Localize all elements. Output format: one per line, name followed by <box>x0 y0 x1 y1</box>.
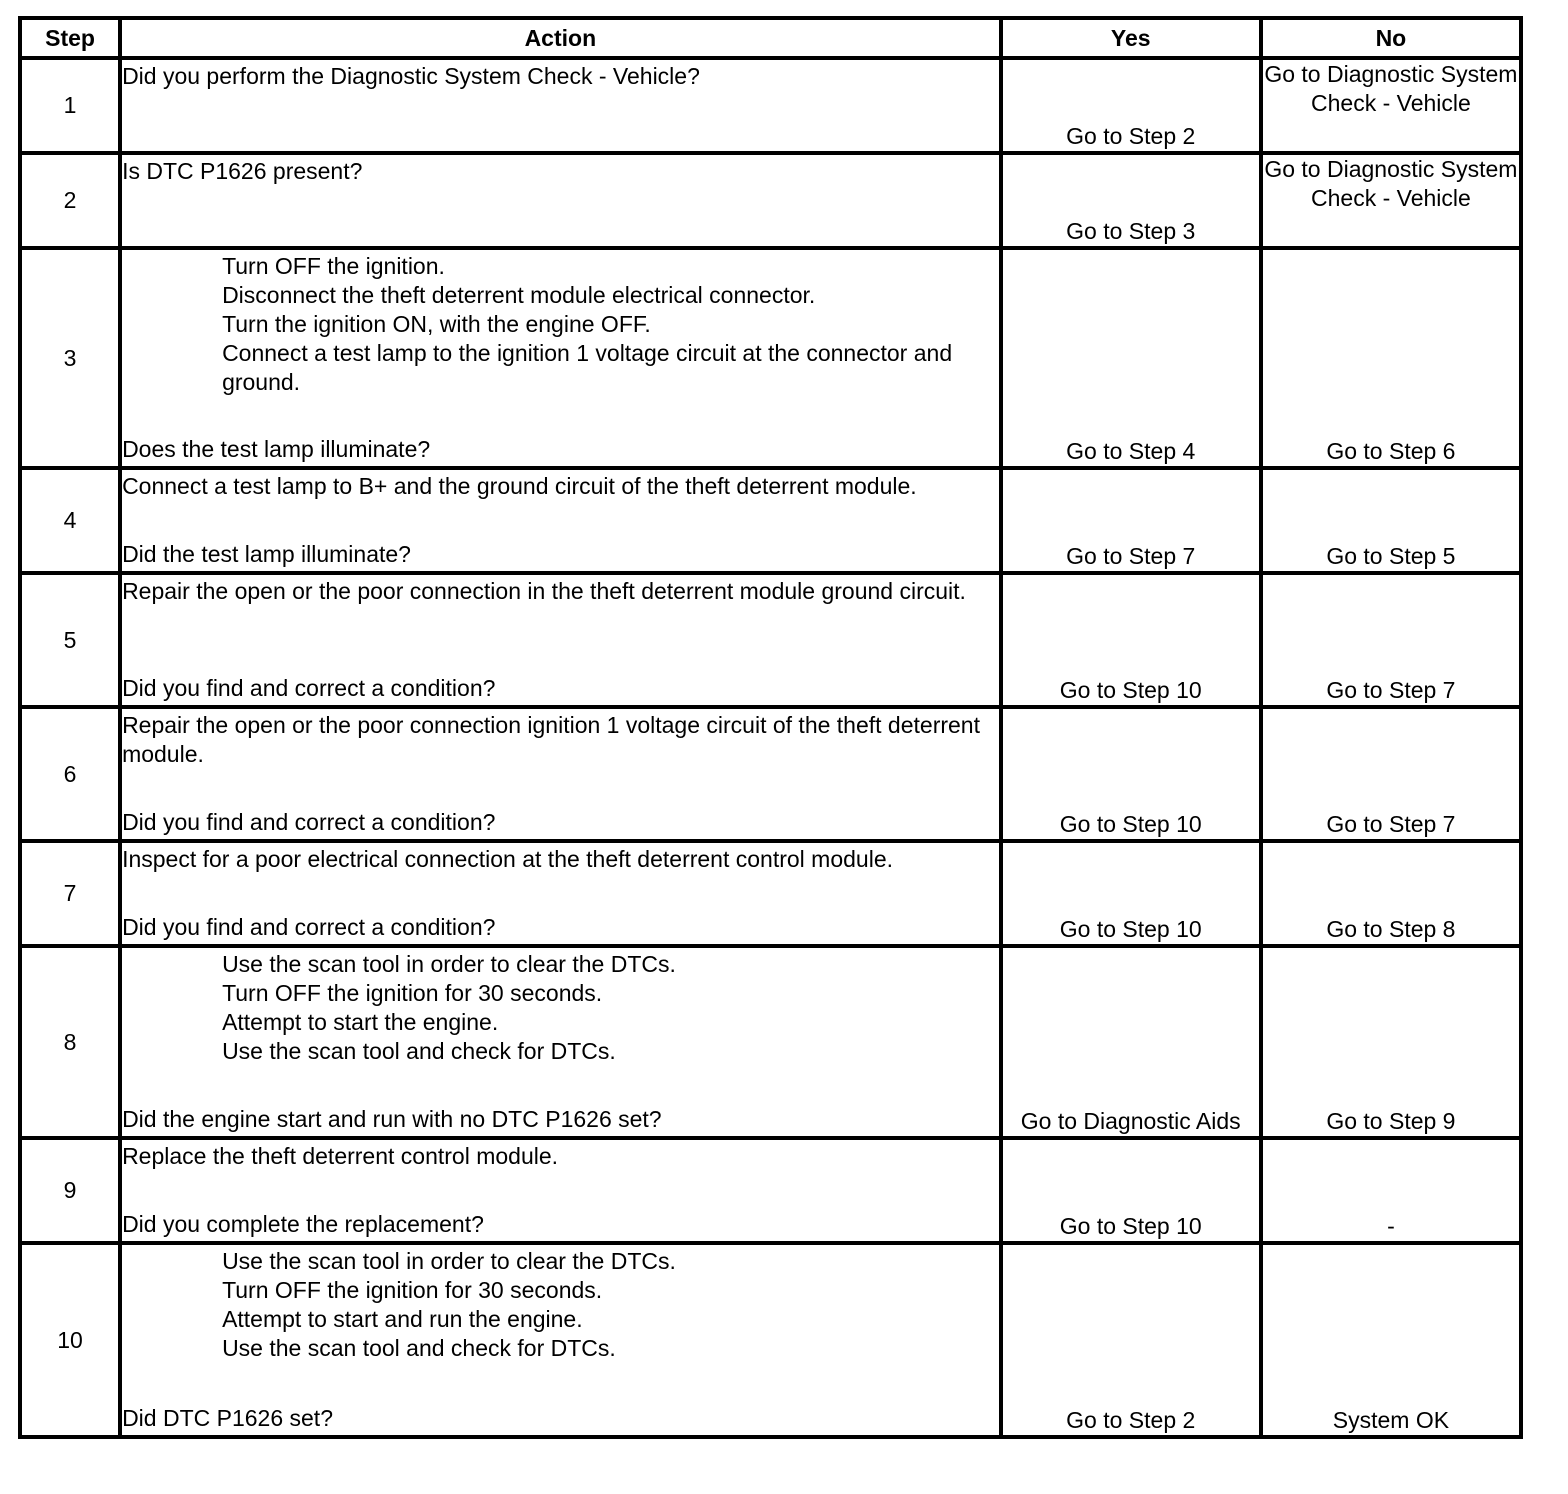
action-instruction: Replace the theft deterrent control module. <box>122 1143 559 1169</box>
no-result: Go to Step 5 <box>1261 468 1521 573</box>
substep-list <box>122 250 999 397</box>
substep-item: Connect a test lamp to the ignition 1 voltage circuit at the connector and ground. <box>222 340 953 395</box>
action-question: Did you complete the replacement? <box>122 1211 484 1237</box>
action-question: Did you find and correct a condition? <box>122 809 496 835</box>
action-content <box>122 470 999 571</box>
action-cell <box>120 58 1001 153</box>
action-content <box>122 948 999 1136</box>
action-body <box>122 948 999 1066</box>
step-number: 2 <box>20 153 120 248</box>
step-number: 1 <box>20 58 120 153</box>
action-body <box>122 843 999 874</box>
action-content <box>122 250 999 466</box>
no-result: System OK <box>1261 1243 1521 1437</box>
substep-item: Turn OFF the ignition for 30 seconds. <box>222 980 603 1006</box>
yes-result: Go to Step 10 <box>1001 841 1261 946</box>
table-body <box>20 58 1521 1437</box>
substep-item: Attempt to start the engine. <box>222 1009 499 1035</box>
step-number: 7 <box>20 841 120 946</box>
substep-item: Turn the ignition ON, with the engine OFF. <box>222 311 651 337</box>
action-body <box>122 470 999 501</box>
no-result: Go to Step 9 <box>1261 946 1521 1138</box>
no-result: Go to Diagnostic System Check - Vehicle <box>1261 153 1521 248</box>
step-number: 10 <box>20 1243 120 1437</box>
action-instruction: Did you perform the Diagnostic System Check - Vehicle? <box>122 63 700 89</box>
yes-result: Go to Step 7 <box>1001 468 1261 573</box>
table-row <box>20 58 1521 153</box>
substep-item: Use the scan tool and check for DTCs. <box>222 1038 616 1064</box>
substep-item: Attempt to start and run the engine. <box>222 1306 583 1332</box>
action-body <box>122 60 999 91</box>
action-cell <box>120 707 1001 841</box>
action-cell <box>120 946 1001 1138</box>
yes-result: Go to Step 2 <box>1001 1243 1261 1437</box>
action-cell <box>120 153 1001 248</box>
action-body <box>122 1245 999 1363</box>
step-number: 5 <box>20 573 120 707</box>
no-result: - <box>1261 1138 1521 1243</box>
action-body <box>122 250 999 397</box>
table-row <box>20 707 1521 841</box>
step-number: 6 <box>20 707 120 841</box>
substep-list <box>122 948 999 1066</box>
yes-result: Go to Step 2 <box>1001 58 1261 153</box>
no-result: Go to Step 7 <box>1261 573 1521 707</box>
action-content <box>122 1245 999 1435</box>
action-question: Does the test lamp illuminate? <box>122 436 431 462</box>
action-question: Did the test lamp illuminate? <box>122 541 411 567</box>
yes-result: Go to Step 3 <box>1001 153 1261 248</box>
substep-list <box>122 1245 999 1363</box>
action-instruction: Repair the open or the poor connection in the theft deterrent module ground circuit. <box>122 578 966 604</box>
header-row <box>20 18 1521 58</box>
action-cell <box>120 573 1001 707</box>
substep-item: Turn OFF the ignition for 30 seconds. <box>222 1277 603 1303</box>
diagnostic-table <box>18 16 1523 1439</box>
substep-item: Disconnect the theft deterrent module electrical connector. <box>222 282 816 308</box>
yes-result: Go to Diagnostic Aids <box>1001 946 1261 1138</box>
yes-result: Go to Step 10 <box>1001 573 1261 707</box>
action-cell <box>120 1243 1001 1437</box>
no-result: Go to Diagnostic System Check - Vehicle <box>1261 58 1521 153</box>
action-content <box>122 60 999 151</box>
no-result: Go to Step 8 <box>1261 841 1521 946</box>
action-instruction: Connect a test lamp to B+ and the ground circuit of the theft deterrent module. <box>122 473 917 499</box>
action-question: Did DTC P1626 set? <box>122 1405 333 1431</box>
table-row <box>20 153 1521 248</box>
action-cell <box>120 248 1001 468</box>
action-instruction: Repair the open or the poor connection ignition 1 voltage circuit of the theft deterrent module. <box>122 712 980 767</box>
table-row <box>20 946 1521 1138</box>
table-row <box>20 1243 1521 1437</box>
action-cell <box>120 841 1001 946</box>
action-question: Did the engine start and run with no DTC P1626 set? <box>122 1106 662 1132</box>
action-body <box>122 1140 999 1171</box>
substep-item: Use the scan tool in order to clear the DTCs. <box>222 951 676 977</box>
action-instruction: Is DTC P1626 present? <box>122 158 363 184</box>
action-question: Did you find and correct a condition? <box>122 675 496 701</box>
yes-result: Go to Step 4 <box>1001 248 1261 468</box>
action-content <box>122 709 999 839</box>
step-number: 9 <box>20 1138 120 1243</box>
action-body <box>122 575 999 606</box>
yes-result: Go to Step 10 <box>1001 707 1261 841</box>
action-cell <box>120 468 1001 573</box>
table-row <box>20 573 1521 707</box>
header-action: Action <box>120 18 1001 58</box>
table-row <box>20 468 1521 573</box>
table-row <box>20 248 1521 468</box>
action-content <box>122 155 999 246</box>
table-row <box>20 1138 1521 1243</box>
action-content <box>122 575 999 705</box>
action-body <box>122 709 999 769</box>
action-content <box>122 1140 999 1241</box>
substep-item: Turn OFF the ignition. <box>222 253 445 279</box>
step-number: 3 <box>20 248 120 468</box>
header-step: Step <box>20 18 120 58</box>
action-cell <box>120 1138 1001 1243</box>
action-content <box>122 843 999 944</box>
no-result: Go to Step 7 <box>1261 707 1521 841</box>
step-number: 8 <box>20 946 120 1138</box>
action-question: Did you find and correct a condition? <box>122 914 496 940</box>
substep-item: Use the scan tool and check for DTCs. <box>222 1335 616 1361</box>
step-number: 4 <box>20 468 120 573</box>
action-instruction: Inspect for a poor electrical connection at the theft deterrent control module. <box>122 846 894 872</box>
action-body <box>122 155 999 186</box>
header-no: No <box>1261 18 1521 58</box>
header-yes: Yes <box>1001 18 1261 58</box>
table-row <box>20 841 1521 946</box>
no-result: Go to Step 6 <box>1261 248 1521 468</box>
substep-item: Use the scan tool in order to clear the DTCs. <box>222 1248 676 1274</box>
yes-result: Go to Step 10 <box>1001 1138 1261 1243</box>
